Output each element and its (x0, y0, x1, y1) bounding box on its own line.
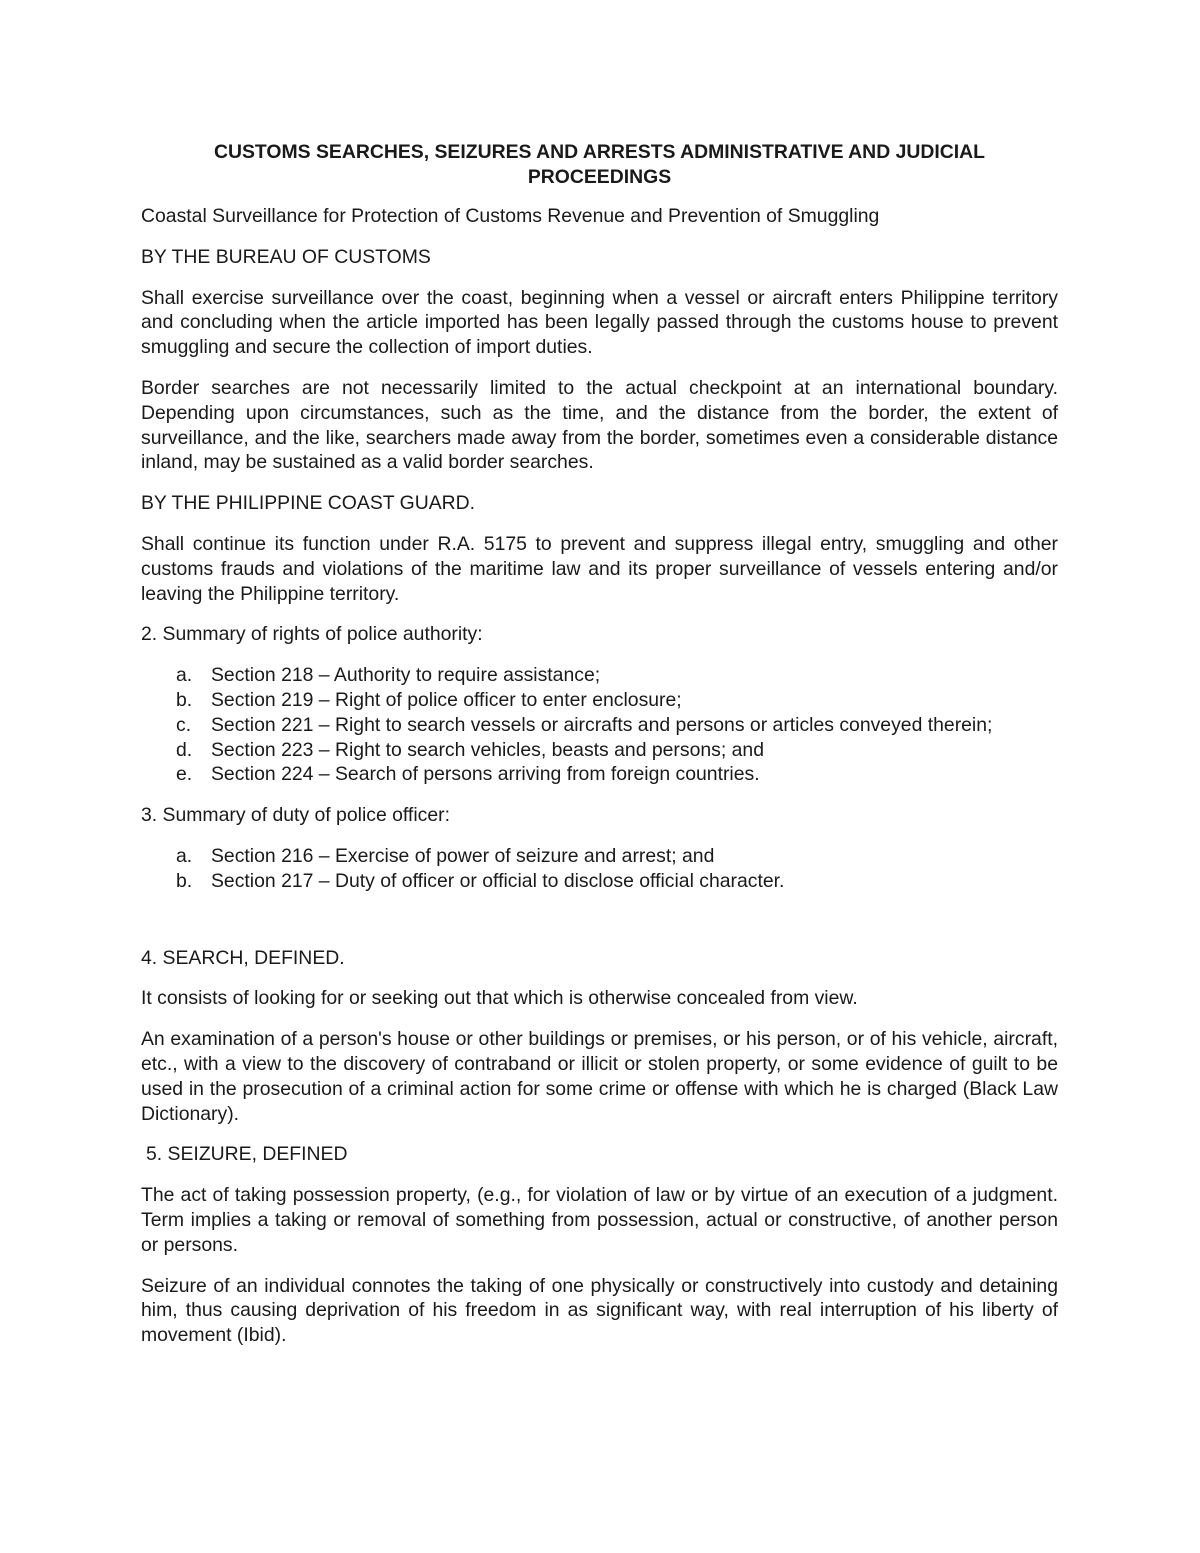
list-item (141, 713, 1058, 738)
list-item (141, 762, 1058, 787)
list-item-text: Section 216 – Exercise of power of seizure and arrest; and (211, 844, 715, 867)
seizure-heading: 5. SEIZURE, DEFINED (146, 1143, 348, 1166)
rights-list (141, 663, 1058, 787)
boc-paragraph-1: Shall exercise surveillance over the coast, beginning when a vessel or aircraft enters Philippine territory and concluding when the article imported has been legally passed through the customs house to prevent smuggling and secure the collection of import duties. (141, 286, 1058, 359)
pcg-paragraph: Shall continue its function under R.A. 5175 to prevent and suppress illegal entry, smuggling and other customs frauds and violations of the maritime law and its proper surveillance of vessels entering and/or leaving the Philippine territory. (141, 532, 1058, 605)
list-item (141, 869, 1058, 894)
boc-paragraph-2: Border searches are not necessarily limited to the actual checkpoint at an international boundary. Depending upon circumstances, such as the time, and the distance from the border, the extent of surveillance, and the like, searchers made away from the border, sometimes even a considerable distance inland, may be sustained as a valid border searches. (141, 376, 1058, 474)
list-item (141, 688, 1058, 713)
list-item-text: Section 223 – Right to search vehicles, beasts and persons; and (211, 738, 764, 761)
list-marker: d. (176, 738, 193, 761)
seizure-paragraph-1: The act of taking possession property, (e.g., for violation of law or by virtue of an execution of a judgment. Term implies a taking or removal of something from possession, actual or constructive, of another person or persons. (141, 1184, 1058, 1256)
rights-heading: 2. Summary of rights of police authority: (141, 623, 483, 646)
list-item-text: Section 224 – Search of persons arriving from foreign countries. (211, 763, 760, 786)
list-item (141, 663, 1058, 688)
list-marker: e. (176, 763, 193, 786)
list-marker: b. (176, 688, 193, 711)
search-paragraph-2: An examination of a person's house or other buildings or premises, or his person, or of his vehicle, aircraft, etc., with a view to the discovery of contraband or illicit or stolen property, or some evidence of guilt to be used in the prosecution of a criminal action for some crime or offense with which he is charged (Black Law Dictionary). (141, 1028, 1058, 1125)
list-item (141, 844, 1058, 869)
list-item-text: Section 219 – Right of police officer to enter enclosure; (211, 688, 682, 711)
list-item-text: Section 218 – Authority to require assistance; (211, 664, 601, 687)
list-marker: a. (176, 664, 193, 687)
document-page (141, 140, 1058, 1364)
seizure-paragraph-2: Seizure of an individual connotes the taking of one physically or constructively into custody and detaining him, thus causing deprivation of his freedom in as significant way, with real interruption of his liberty of movement (Ibid). (141, 1274, 1058, 1347)
document-title: CUSTOMS SEARCHES, SEIZURES AND ARRESTS ADMINISTRATIVE AND JUDICIAL PROCEEDINGS (213, 141, 985, 188)
duty-list (141, 844, 1058, 894)
list-marker: a. (176, 844, 193, 867)
list-item-text: Section 221 – Right to search vessels or aircrafts and persons or articles conveyed therein; (211, 713, 993, 736)
pcg-heading: BY THE PHILIPPINE COAST GUARD. (141, 492, 476, 515)
list-item (141, 738, 1058, 763)
boc-heading: BY THE BUREAU OF CUSTOMS (141, 245, 431, 268)
subtitle: Coastal Surveillance for Protection of Customs Revenue and Prevention of Smuggling (141, 205, 880, 227)
search-paragraph-1: It consists of looking for or seeking out that which is otherwise concealed from view. (141, 987, 858, 1010)
list-item-text: Section 217 – Duty of officer or official to disclose official character. (211, 869, 785, 892)
duty-heading: 3. Summary of duty of police officer: (141, 804, 450, 827)
search-heading: 4. SEARCH, DEFINED. (141, 946, 345, 969)
list-marker: b. (176, 869, 193, 892)
list-marker: c. (176, 713, 192, 736)
